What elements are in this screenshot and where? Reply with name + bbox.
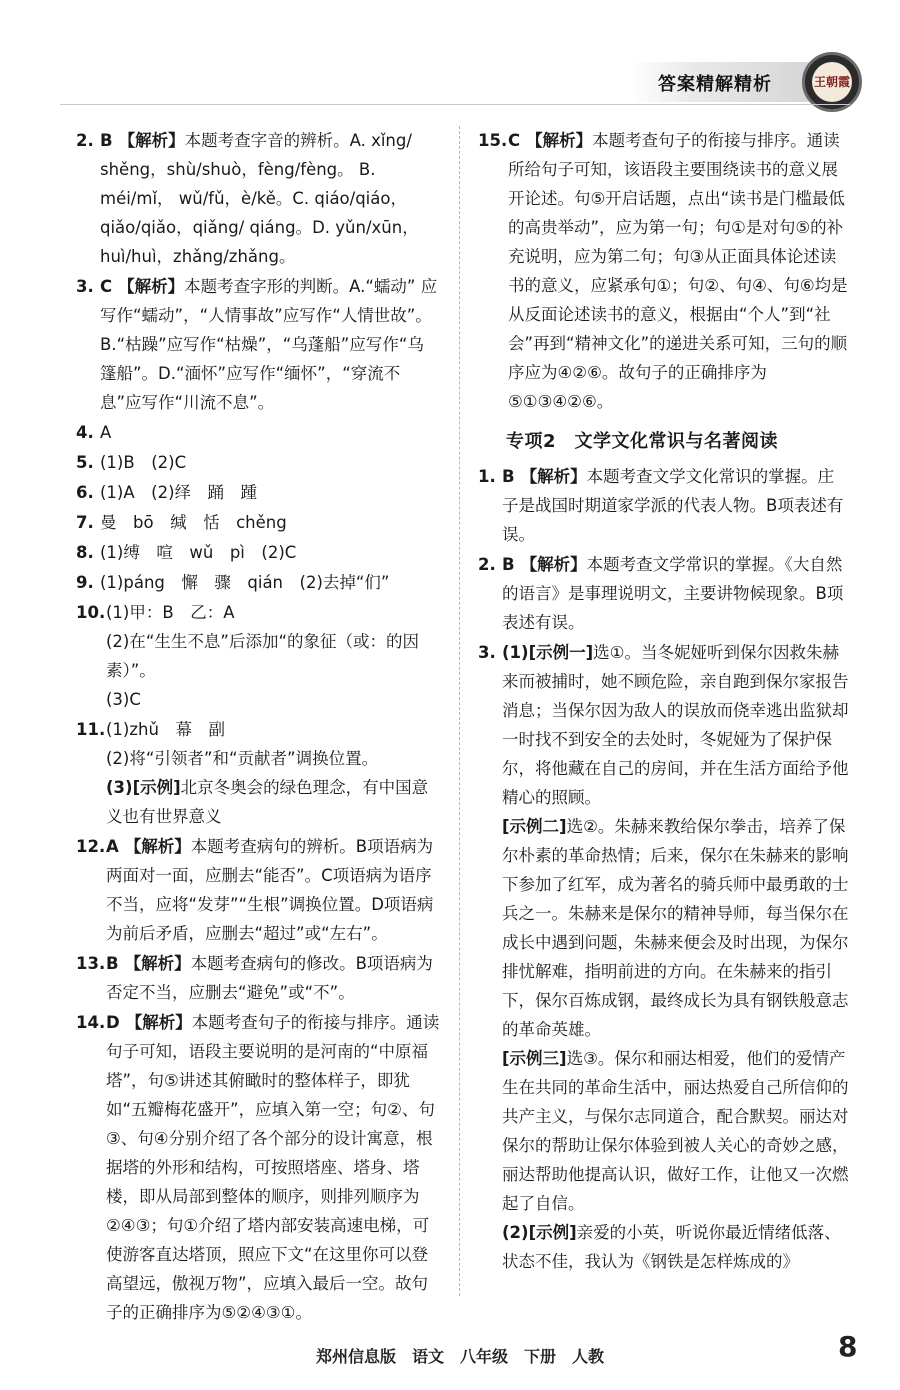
answer-4: 4. A [76, 423, 112, 442]
answer-14: 14. D 【解析】本题考查句子的衔接与排序。通读句子可知，语段主要说明的是河南的“中原福塔”，句⑤讲述其俯瞰时的整体样子，即犹如“五瓣梅花盛开”，应填入第一空；句②、句③、句④分别介绍了各个部分的设计寓意，根据塔的外形和结构，可按照塔座、塔身、塔楼，即从局部到整体的顺序，则排列顺序为②④③；句①介绍了塔内部安装高速电梯，可使游客直达塔顶，照应下文“在这里你可以登高望远，傲视万物”，应填入最后一空。故句子的正确排序为⑤②④③①。 [76, 1013, 440, 1322]
right-column [478, 126, 850, 1276]
section-answer-2: 2. B 【解析】本题考查文学常识的掌握。《大自然的语言》是事理说明文，主要讲物候现象。B项表述有误。 [478, 555, 844, 632]
answer-5: 5. (1)B (2)C [76, 453, 187, 472]
answer-15: 15. C 【解析】本题考查句子的衔接与排序。通读所给句子可知，该语段主要围绕读书的意义展开论述。句⑤开启话题，点出“读书是门槛最低的高贵举动”，应为第一句；句①是对句⑤的补充说明，应为第二句；句③从正面具体论述读书的意义，应紧承句①；句②、句④、句⑥均是从反面论述读书的意义，根据由“个人”到“社会”再到“精神文化”的递进关系可知，三句的顺序应为④②⑥。故句子的正确排序为⑤①③④②⑥。 [478, 131, 848, 411]
answer-3: 3. C 【解析】本题考查字形的判断。A.“蠕动” 应写作“蠕动”，“人情事故”应写作“人情世故”。B.“枯躁”应写作“枯燥”，“乌蓬船”应写作“乌篷船”。D.“湎怀”应写作“缅怀”，“穿流不息”应写作“川流不息”。 [76, 277, 438, 412]
header-banner [630, 62, 810, 102]
publisher-logo [802, 52, 862, 112]
answer-2: 2. B 【解析】本题考查字音的辨析。A. xǐng/ shěng，shù/shuò，fèng/fèng。 B. méi/mǐ， wǔ/fǔ，è/kě。C. qiáo/qiáo，qiǎo/qiǎo，qiǎng/ qiáng。D. yǔn/xūn，huì/huì，zhǎng/zhǎng。 [76, 131, 419, 266]
header-rule [60, 104, 850, 105]
header-title: 答案精解精析 [658, 74, 772, 95]
section-answer-1: 1. B 【解析】本题考查文学文化常识的掌握。庄子是战国时期道家学派的代表人物。B项表述有误。 [478, 467, 844, 544]
answer-8: 8. (1)缚 喧 wǔ pì (2)C [76, 543, 297, 562]
footer-edition: 郑州信息版 语文 八年级 下册 人教 [316, 1347, 605, 1366]
answer-9: 9. (1)páng 懈 骤 qián (2)去掉“们” [76, 573, 390, 592]
answer-12: 12. A 【解析】本题考查病句的辨析。B项语病为两面对一面，应删去“能否”。C项语病为语序不当，应将“发芽”“生根”调换位置。D项语病为前后矛盾，应删去“超过”或“左右”。 [76, 837, 434, 943]
section-answer-3: 3. (1)[示例一]选①。当冬妮娅听到保尔因救朱赫来而被捕时，她不顾危险，亲自跑到保尔家报告消息；当保尔因为敌人的误放而侥幸逃出监狱却一时找不到安全的去处时，冬妮娅为了保护保尔，将他藏在自己的房间，并在生活方面给予他精心的照顾。 [示例二]选②。朱赫来教给保尔拳击，培养了保尔朴素的革命热情；后来，保尔在朱赫来的影响下参加了红军，成为著名的骑兵师中最勇敢的士兵之一。朱赫来是保尔的精神导师，每当保尔在成长中遇到问题，朱赫来便会及时出现，为保尔排忧解难，指明前进的方向。在朱赫来的指引下，保尔百炼成钢，最终成长为具有钢铁般意志的革命英雄。 [示例三]选③。保尔和丽达相爱，他们的爱情产生在共同的革命生活中，丽达热爱自己所信仰的共产主义，与保尔志同道合，配合默契。丽达对保尔的帮助让保尔体验到被人关心的奇妙之感，丽达帮助他提高认识，做好工作，让他又一次燃起了自信。 (2)[示例]亲爱的小英，听说你最近情绪低落、状态不佳，我认为《钢铁是怎样炼成的》 [478, 643, 849, 1271]
answer-6: 6. (1)A (2)绎 踊 踵 [76, 483, 258, 502]
logo-seal: 王朝霞 [812, 62, 852, 102]
answer-7: 7. 曼 bō 缄 恬 chěng [76, 513, 287, 532]
page-number: 8 [838, 1330, 858, 1363]
answer-10: 10. (1)甲：B 乙：A (2)在“生生不息”后添加“的象征（或：的因素）”。 (3)C [76, 603, 420, 709]
column-divider [459, 126, 460, 1296]
answer-11: 11. (1)zhǔ 幕 副 (2)将“引领者”和“贡献者”调换位置。 (3)[示例]北京冬奥会的绿色理念，有中国意义也有世界意义 [76, 720, 429, 826]
section-heading: 专项2 文学文化常识与名著阅读 [506, 431, 779, 452]
answer-13: 13. B 【解析】本题考查病句的修改。B项语病为否定不当，应删去“避免”或“不”。 [76, 954, 433, 1002]
left-column [76, 126, 440, 1327]
